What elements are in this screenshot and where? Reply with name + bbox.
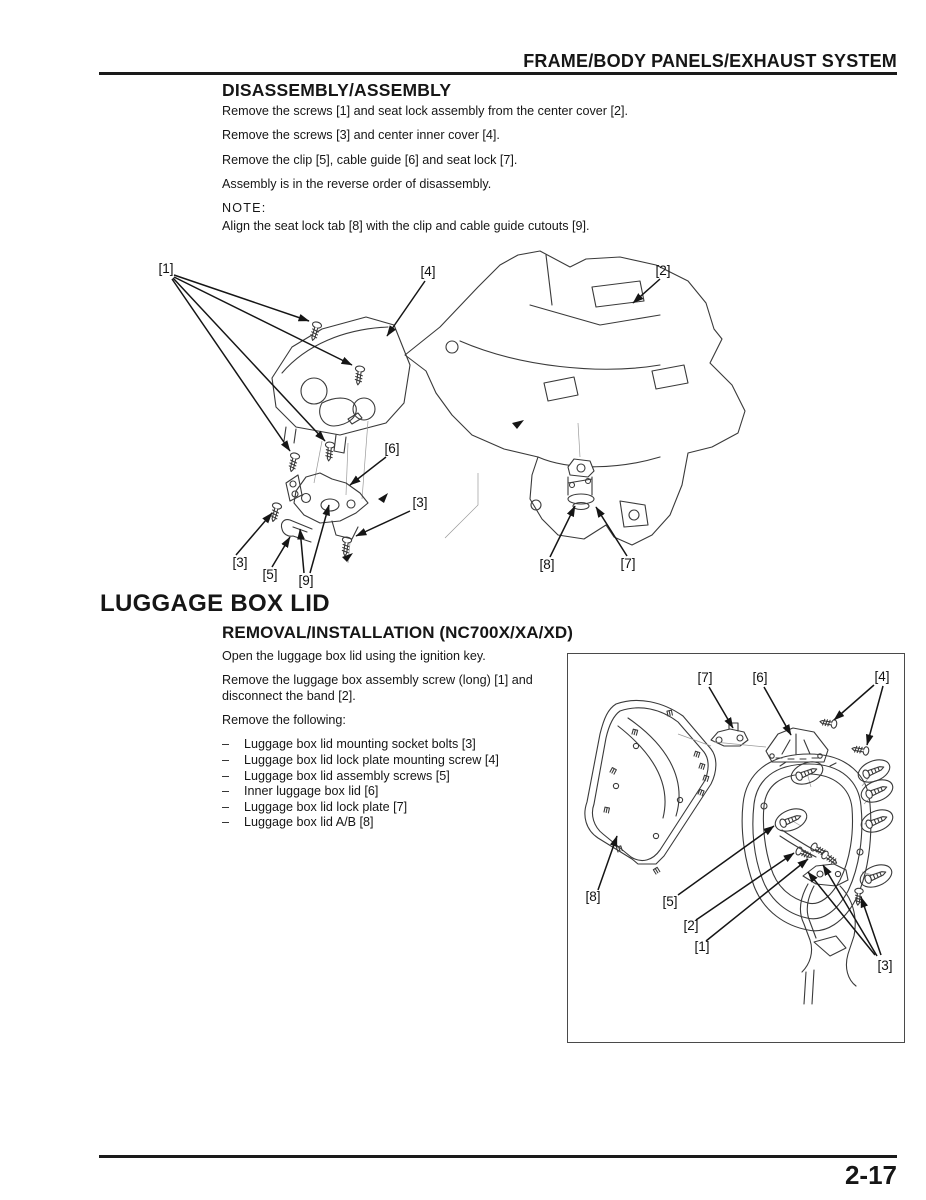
inner-luggage-lid-drawing (766, 728, 828, 762)
list-item-text: Luggage box lid assembly screws [5] (244, 768, 450, 783)
fig2-callout-7: [7] (697, 670, 713, 685)
list-dash: – (222, 784, 230, 799)
paragraph: Assembly is in the reverse order of disassembly. (222, 177, 492, 192)
section1-body (222, 104, 862, 234)
page-header-title: FRAME/BODY PANELS/EXHAUST SYSTEM (523, 51, 897, 71)
fig1-callout-9: [9] (298, 573, 314, 588)
center-inner-cover-drawing (272, 317, 410, 499)
fig2-callout-8: [8] (585, 889, 601, 904)
fig1-callout-3l: [3] (232, 555, 248, 570)
paragraph: Open the luggage box lid using the ignition key. (222, 649, 486, 663)
header-rule (99, 72, 897, 75)
footer-rule (99, 1155, 897, 1158)
figure-luggage-box-lid (567, 653, 905, 1043)
fig1-callout-1: [1] (158, 261, 174, 276)
list-item (222, 800, 574, 816)
list-item (222, 769, 574, 785)
section2-heading: REMOVAL/INSTALLATION (NC700X/XA/XD) (222, 623, 574, 642)
section2-title: LUGGAGE BOX LID (100, 590, 330, 617)
fig2-callout-4: [4] (874, 669, 890, 684)
paragraph: Remove the luggage box assembly screw (long) [1] and disconnect the band [2]. (222, 673, 533, 703)
clip-drawing (281, 520, 312, 542)
page-number: 2-17 (844, 1160, 897, 1190)
list-item-text: Luggage box lid mounting socket bolts [3] (244, 737, 476, 752)
paragraph: Remove the following: (222, 713, 346, 728)
fig1-callout-5: [5] (262, 567, 278, 582)
callout-labels (158, 261, 670, 588)
list-item-text: Luggage box lid A/B [8] (244, 815, 374, 830)
callout-arrows (598, 685, 883, 956)
fig1-callout-6: [6] (384, 441, 400, 456)
paragraph: Remove the screws [1] and seat lock assembly from the center cover [2]. (222, 104, 628, 118)
note-text: Align the seat lock tab [8] with the clip and cable guide cutouts [9]. (222, 218, 590, 233)
fig1-callout-3r: [3] (412, 495, 428, 510)
list-item-text: Luggage box lid lock plate [7] (244, 799, 408, 814)
section2-body (222, 649, 574, 831)
callout-arrows (172, 275, 660, 573)
fig2-callout-2: [2] (683, 918, 699, 933)
fig1-callout-2: [2] (655, 263, 671, 278)
list-item-text: Inner luggage box lid [6] (244, 784, 379, 799)
direction-guides (342, 473, 478, 563)
list-item (222, 737, 574, 753)
list-dash: – (222, 753, 230, 768)
list-item (222, 784, 574, 800)
list-dash: – (222, 815, 230, 830)
fig2-callout-3: [3] (877, 958, 893, 973)
list-item (222, 753, 574, 769)
list-item (222, 815, 574, 831)
section1-heading: DISASSEMBLY/ASSEMBLY (222, 80, 452, 100)
luggage-lid-ab-drawing (585, 700, 716, 874)
seat-lock-drawing (568, 459, 594, 510)
fig2-callout-6: [6] (752, 670, 768, 685)
fig1-callout-8: [8] (539, 557, 555, 572)
list-dash: – (222, 737, 230, 752)
paragraph: Remove the clip [5], cable guide [6] and seat lock [7]. (222, 152, 518, 167)
fig2-callout-1: [1] (694, 939, 710, 954)
lock-plate-drawing (678, 723, 766, 747)
figure-seat-lock-disassembly (100, 243, 830, 591)
paragraph: Remove the screws [3] and center inner cover [4]. (222, 128, 500, 143)
list-dash: – (222, 799, 230, 814)
callout-labels (585, 669, 892, 973)
list-dash: – (222, 768, 230, 783)
fig2-callout-5: [5] (662, 894, 678, 909)
fig1-callout-7: [7] (620, 556, 636, 571)
note-label: NOTE: (222, 201, 267, 216)
fig1-callout-4: [4] (420, 264, 436, 279)
list-item-text: Luggage box lid lock plate mounting screw [4] (244, 753, 499, 768)
removal-items-list (222, 737, 574, 831)
